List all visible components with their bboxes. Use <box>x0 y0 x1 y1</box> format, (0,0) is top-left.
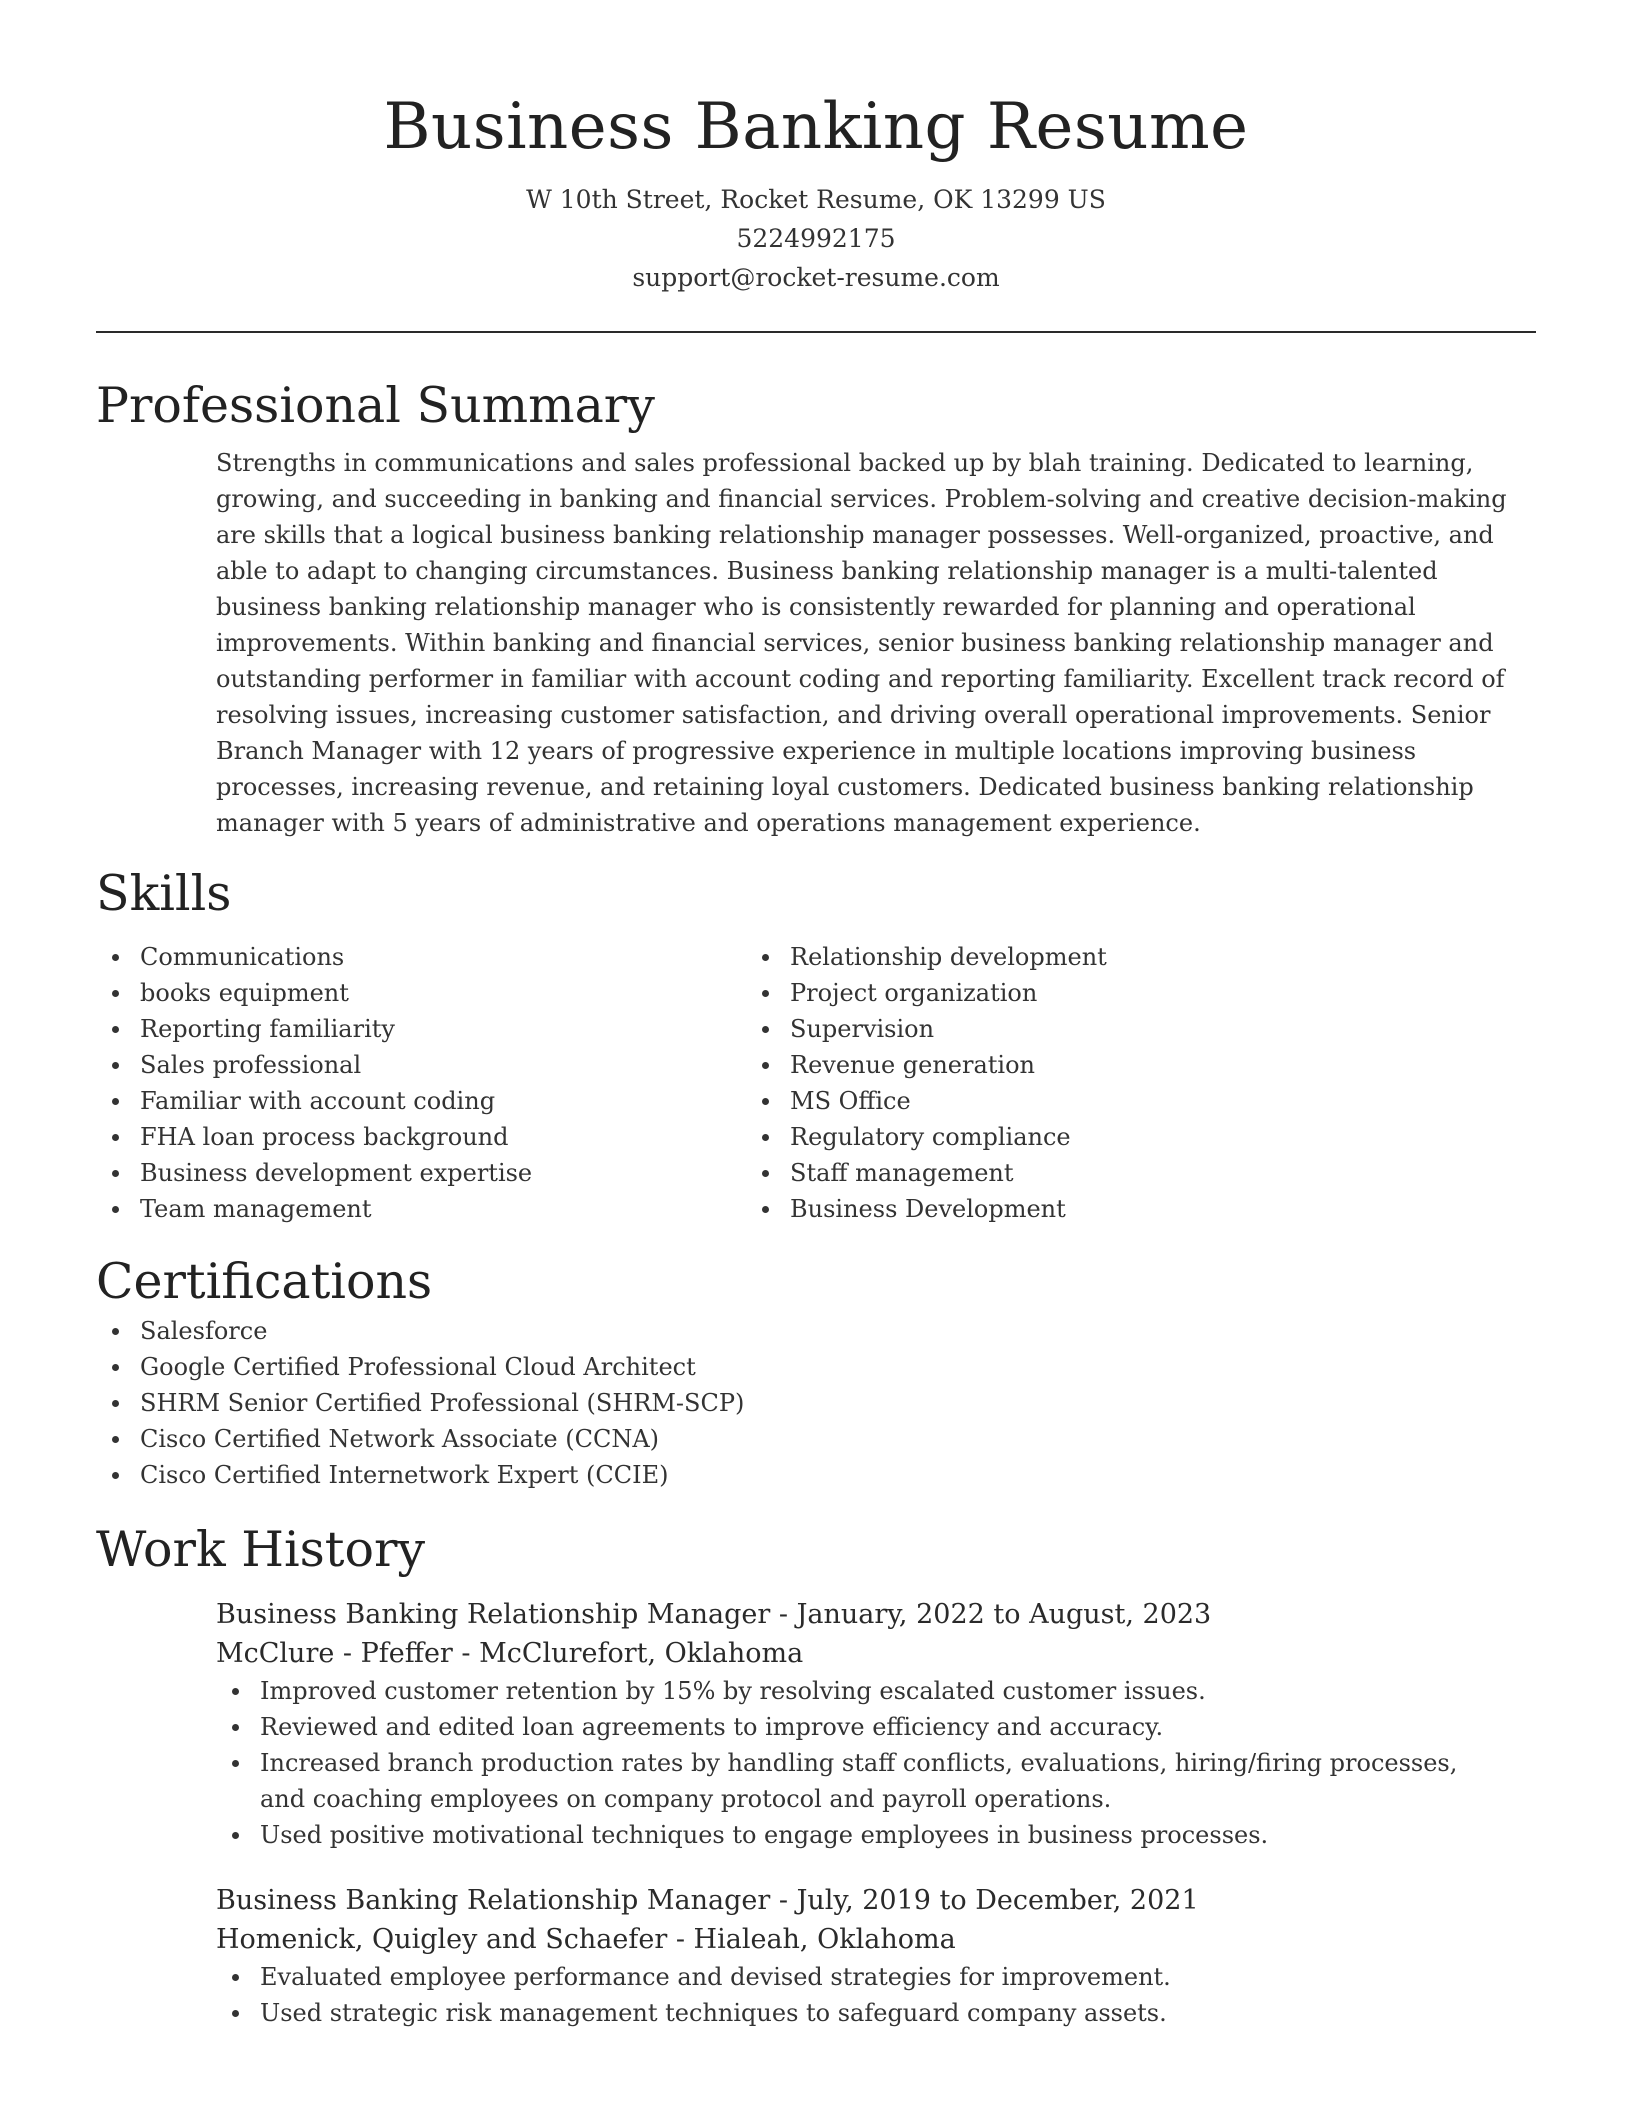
job-title-dates: Business Banking Relationship Manager - January, 2022 to August, 2023 <box>216 1599 1212 1630</box>
contact-block <box>96 180 1536 297</box>
job-duty-item: Improved customer retention by 15% by resolving escalated customer issues. <box>216 1673 1536 1709</box>
skill-item: Supervision <box>746 1011 1346 1047</box>
skill-item: MS Office <box>746 1083 1346 1119</box>
job-company-location: Homenick, Quigley and Schaefer - Hialeah, Oklahoma <box>216 1924 956 1955</box>
certification-item: Cisco Certified Network Associate (CCNA) <box>96 1421 1536 1457</box>
skill-item: FHA loan process background <box>96 1119 746 1155</box>
summary-heading: Professional Summary <box>96 377 655 434</box>
certification-item: SHRM Senior Certified Professional (SHRM-SCP) <box>96 1385 1536 1421</box>
certification-item: Cisco Certified Internetwork Expert (CCIE) <box>96 1457 1536 1493</box>
job-company-location: McClure - Pfeffer - McClurefort, Oklahoma <box>216 1638 804 1669</box>
certification-item: Google Certified Professional Cloud Architect <box>96 1349 1536 1385</box>
skill-item: Revenue generation <box>746 1047 1346 1083</box>
job-entry <box>216 1881 1536 2031</box>
certification-item: Salesforce <box>96 1313 1536 1349</box>
resume-page <box>96 0 1536 2031</box>
skill-item: Team management <box>96 1191 746 1227</box>
certifications-list <box>96 1313 1536 1493</box>
summary-text: Strengths in communications and sales professional backed up by blah training. Dedicated to learning, growing, and succeeding in banking and financial services. Problem-solving and creative decision-making are skills that a logical business banking relationship manager possesses. Well-organized, proactive, and able to adapt to changing circumstances. Business banking relationship manager is a multi-talented business banking relationship manager who is consistently rewarded for planning and operational improvements. Within banking and financial services, senior business banking relationship manager and outstanding performer in familiar with account coding and reporting familiarity. Excellent track record of resolving issues, increasing customer satisfaction, and driving overall operational improvements. Senior Branch Manager with 12 years of progressive experience in multiple locations improving business processes, increasing revenue, and retaining loyal customers. Dedicated business banking relationship manager with 5 years of administrative and operations management experience. <box>216 449 1507 837</box>
skill-item: Sales professional <box>96 1047 746 1083</box>
resume-title: Business Banking Resume <box>383 90 1249 164</box>
certifications-heading: Certifications <box>96 1253 433 1310</box>
skills-heading: Skills <box>96 865 232 922</box>
job-duty-item: Evaluated employee performance and devised strategies for improvement. <box>216 1959 1536 1995</box>
contact-phone: 5224992175 <box>736 224 896 253</box>
job-duty-item: Reviewed and edited loan agreements to improve efficiency and accuracy. <box>216 1709 1536 1745</box>
contact-email: support@rocket-resume.com <box>632 263 1000 292</box>
job-duty-item: Used strategic risk management techniques to safeguard company assets. <box>216 1995 1536 2031</box>
header-divider <box>96 331 1536 333</box>
skill-item: Business development expertise <box>96 1155 746 1191</box>
job-duties-list <box>216 1673 1536 1853</box>
skill-item: Regulatory compliance <box>746 1119 1346 1155</box>
skills-column-right <box>746 939 1346 1227</box>
job-title-dates: Business Banking Relationship Manager - July, 2019 to December, 2021 <box>216 1885 1199 1916</box>
skill-item: books equipment <box>96 975 746 1011</box>
job-entry <box>216 1595 1536 1853</box>
skill-item: Business Development <box>746 1191 1346 1227</box>
skills-list <box>96 939 1536 1227</box>
skills-column-left <box>96 939 746 1227</box>
job-duty-item: Increased branch production rates by handling staff conflicts, evaluations, hiring/firing processes, and coaching employees on company protocol and payroll operations. <box>216 1745 1536 1817</box>
job-duties-list <box>216 1959 1536 2031</box>
work-history-heading: Work History <box>96 1521 426 1578</box>
skill-item: Communications <box>96 939 746 975</box>
skill-item: Relationship development <box>746 939 1346 975</box>
job-duty-item: Used positive motivational techniques to engage employees in business processes. <box>216 1817 1536 1853</box>
contact-address: W 10th Street, Rocket Resume, OK 13299 US <box>526 185 1106 214</box>
skill-item: Project organization <box>746 975 1346 1011</box>
skill-item: Reporting familiarity <box>96 1011 746 1047</box>
skill-item: Staff management <box>746 1155 1346 1191</box>
skill-item: Familiar with account coding <box>96 1083 746 1119</box>
